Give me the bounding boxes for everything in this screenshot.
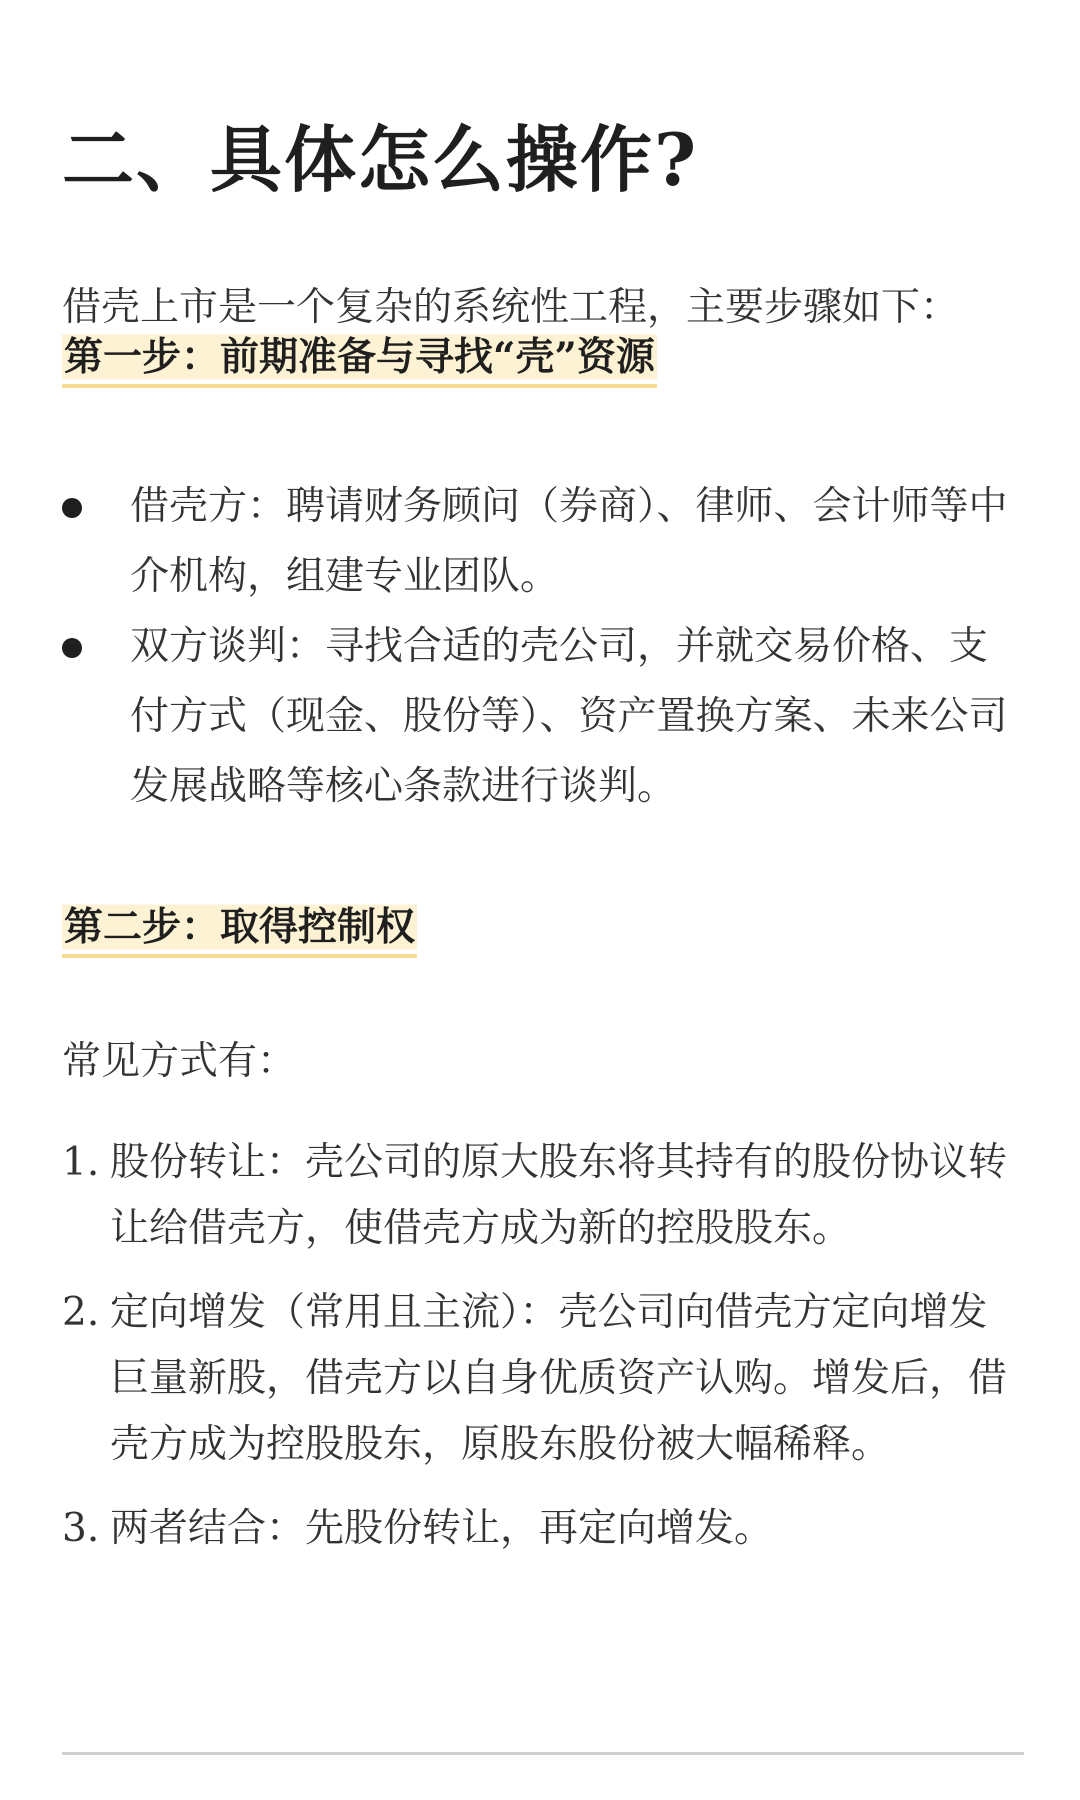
section-divider (62, 1752, 1024, 1755)
list-item (62, 1496, 1024, 1562)
list-item-text: 借壳方：聘请财务顾问（券商）、律师、会计师等中介机构，组建专业团队。 (130, 484, 1008, 599)
section-title: 二、具体怎么操作? (62, 117, 699, 203)
list-number: 2. (62, 1290, 100, 1335)
list-item (62, 472, 1024, 612)
list-item (62, 612, 1024, 822)
list-item-text: 双方谈判：寻找合适的壳公司，并就交易价格、支付方式（现金、股份等）、资产置换方案、未来公司发展战略等核心条款进行谈判。 (130, 624, 1008, 809)
step2-heading: 第二步：取得控制权 (62, 900, 417, 958)
step1-bullet-list (62, 472, 1024, 822)
bullet-dot-icon (62, 638, 82, 658)
list-item-text: 两者结合：先股份转让，再定向增发。 (110, 1506, 774, 1551)
step1-heading: 第一步：前期准备与寻找“壳”资源 (62, 330, 657, 388)
intro-text: 借壳上市是一个复杂的系统性工程，主要步骤如下： (62, 285, 960, 330)
step2-lead-text: 常见方式有： (62, 1039, 297, 1084)
list-item (62, 1280, 1024, 1478)
list-item (62, 1130, 1024, 1262)
bullet-dot-icon (62, 498, 82, 518)
list-item-text: 股份转让：壳公司的原大股东将其持有的股份协议转让给借壳方，使借壳方成为新的控股股东。 (110, 1140, 1008, 1251)
list-item-text: 定向增发（常用且主流）：壳公司向借壳方定向增发巨量新股，借壳方以自身优质资产认购。增发后，借壳方成为控股股东，原股东股份被大幅稀释。 (110, 1290, 1008, 1467)
list-number: 1. (62, 1140, 100, 1185)
list-number: 3. (62, 1506, 100, 1551)
step2-numbered-list (62, 1130, 1024, 1580)
